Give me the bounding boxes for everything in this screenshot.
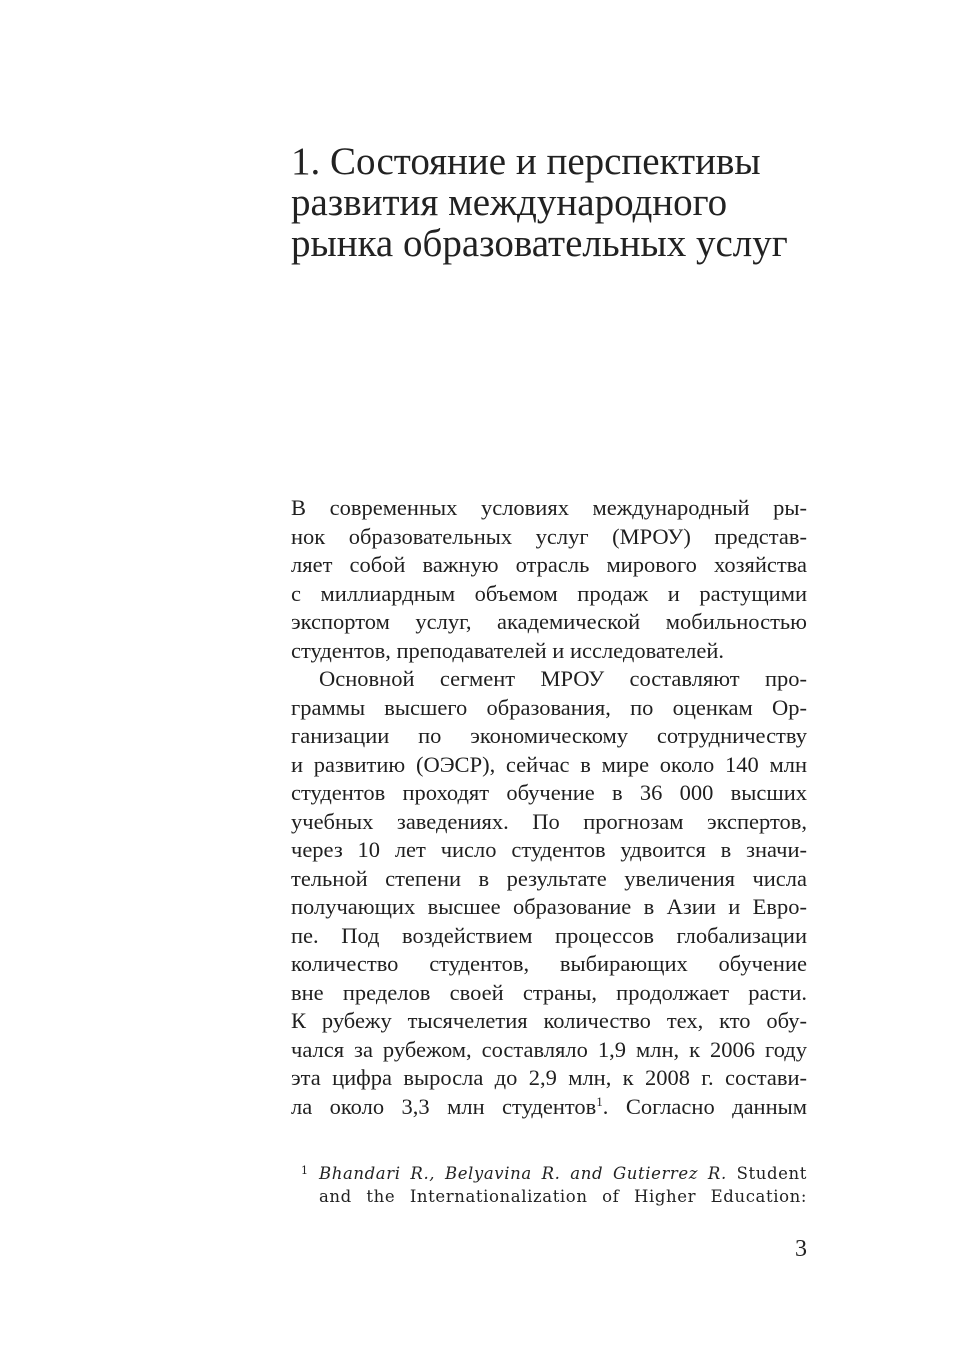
text-line: количество студентов, выбирающих обучение: [291, 951, 807, 976]
text-line: через 10 лет число студентов удвоится в значи-: [291, 837, 807, 862]
text-line: с миллиардным объемом продаж и растущими: [291, 580, 807, 606]
text-line: вне пределов своей страны, продолжает расти.: [291, 979, 807, 1005]
footnote-mark: 1: [301, 1164, 309, 1177]
text-line: получающих высшее образование в Азии и Евро-: [291, 894, 807, 919]
text-line: [291, 1093, 807, 1122]
text-line: граммы высшего образования, по оценкам Ор-: [291, 694, 807, 720]
text-line: чался за рубежом, составляло 1,9 млн, к 2006 году: [291, 1036, 807, 1062]
text-line: студентов проходят обучение в 36 000 высших: [291, 780, 807, 805]
text-line: тельной степени в результате увеличения числа: [291, 865, 807, 891]
text-line: пе. Под воздействием процессов глобализации: [291, 922, 807, 948]
text-line: студентов, преподавателей и исследователей.: [291, 637, 725, 663]
body-text: [291, 494, 807, 1121]
footnote-line: and the Internationalization of Higher Education:: [319, 1187, 807, 1206]
text-line: учебных заведениях. По прогнозам экспертов,: [291, 808, 807, 834]
text-fragment: ла около 3,3 млн студентов: [291, 1093, 597, 1119]
footnote: [291, 1162, 807, 1208]
chapter-title-line: рынка образовательных услуг: [291, 222, 788, 265]
page-number: 3: [795, 1236, 807, 1262]
footnote-text: Student: [736, 1164, 807, 1183]
text-line: ляет собой важную отрасль мирового хозяйства: [291, 552, 807, 577]
text-line: и развитию (ОЭСР), сейчас в мире около 140 млн: [291, 751, 807, 777]
text-line: В современных условиях международный ры-: [291, 495, 807, 520]
chapter-title-line: 1. Состояние и перспективы: [291, 140, 761, 183]
chapter-title: [291, 141, 831, 264]
text-line: Основной сегмент МРОУ составляют про-: [319, 666, 807, 691]
footnote-line: [319, 1162, 807, 1185]
footnote-authors: Bhandari R., Belyavina R. and Gutierrez R.: [319, 1164, 727, 1183]
text-line: экспортом услуг, академической мобильностью: [291, 609, 807, 634]
footnote-reference[interactable]: 1: [596, 1093, 603, 1109]
text-line: К рубежу тысячелетия количество тех, кто обу-: [291, 1008, 807, 1033]
chapter-title-line: развития международного: [291, 181, 728, 224]
text-fragment: . Согласно данным: [602, 1093, 807, 1119]
text-line: нок образовательных услуг (МРОУ) представ-: [291, 523, 807, 549]
text-line: ганизации по экономическому сотрудничеству: [291, 723, 807, 748]
text-line: эта цифра выросла до 2,9 млн, к 2008 г. состави-: [291, 1065, 807, 1090]
